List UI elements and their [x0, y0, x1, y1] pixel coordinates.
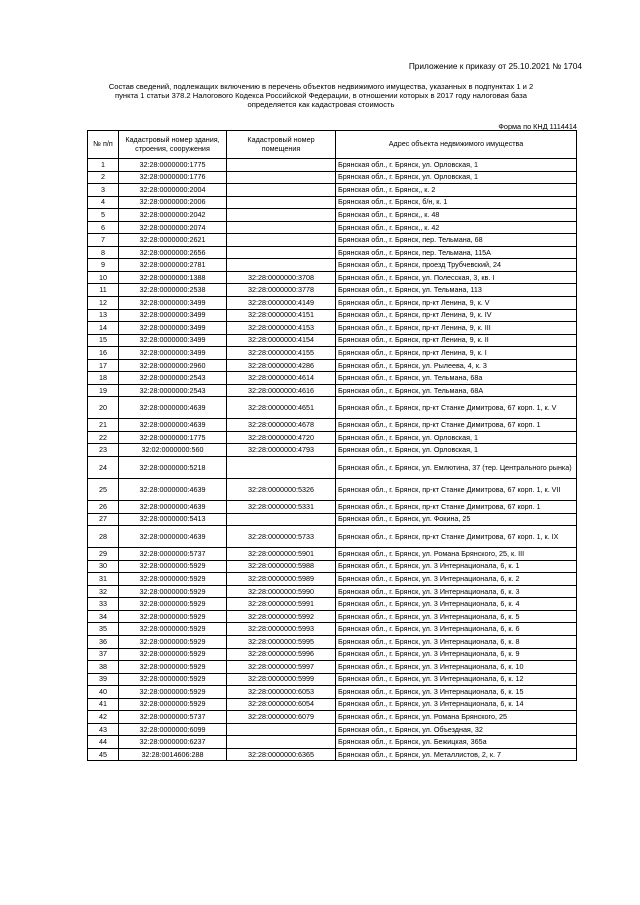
cell-number: 44	[88, 736, 119, 749]
cell-number: 35	[88, 623, 119, 636]
table-row	[88, 384, 577, 397]
cell-number: 12	[88, 297, 119, 310]
cell-room-cadastral	[227, 196, 336, 209]
cell-building-cadastral: 32:28:0000000:5929	[119, 573, 227, 586]
cell-address: Брянская обл., г. Брянск, ул. 3 Интернационала, 6, к. 9	[336, 648, 577, 661]
cell-building-cadastral: 32:28:0000000:4639	[119, 479, 227, 501]
cell-room-cadastral: 32:28:0000000:4286	[227, 359, 336, 372]
table-row	[88, 234, 577, 247]
cell-address: Брянская обл., г. Брянск, пр-кт Ленина, 9, к. III	[336, 322, 577, 335]
cell-address: Брянская обл., г. Брянск, ул. Бежицкая, 365а	[336, 736, 577, 749]
cell-number: 16	[88, 347, 119, 360]
cell-address: Брянская обл., г. Брянск, пр-кт Станке Димитрова, 67 корп. 1	[336, 419, 577, 432]
cell-room-cadastral: 32:28:0000000:5331	[227, 501, 336, 514]
cell-building-cadastral: 32:28:0000000:5929	[119, 585, 227, 598]
cell-number: 10	[88, 271, 119, 284]
cell-building-cadastral: 32:28:0000000:5929	[119, 635, 227, 648]
table-row	[88, 246, 577, 259]
cell-building-cadastral: 32:28:0000000:2656	[119, 246, 227, 259]
cell-room-cadastral: 32:28:0000000:5999	[227, 673, 336, 686]
cell-room-cadastral	[227, 221, 336, 234]
cell-room-cadastral	[227, 246, 336, 259]
cell-room-cadastral	[227, 723, 336, 736]
cell-building-cadastral: 32:02:0000000:560	[119, 444, 227, 457]
cell-building-cadastral: 32:28:0000000:5929	[119, 598, 227, 611]
cell-building-cadastral: 32:28:0000000:3499	[119, 347, 227, 360]
cell-building-cadastral: 32:28:0000000:3499	[119, 322, 227, 335]
cell-room-cadastral: 32:28:0000000:5995	[227, 635, 336, 648]
cell-building-cadastral: 32:28:0000000:1775	[119, 431, 227, 444]
cell-number: 34	[88, 610, 119, 623]
cell-building-cadastral: 32:28:0000000:4639	[119, 526, 227, 548]
cell-number: 45	[88, 748, 119, 761]
cell-number: 24	[88, 457, 119, 479]
cell-number: 43	[88, 723, 119, 736]
cell-room-cadastral: 32:28:0000000:5989	[227, 573, 336, 586]
cell-room-cadastral: 32:28:0000000:6365	[227, 748, 336, 761]
cell-address: Брянская обл., г. Брянск, ул. 3 Интернационала, 6, к. 15	[336, 686, 577, 699]
cell-address: Брянская обл., г. Брянск, ул. 3 Интернационала, 6, к. 5	[336, 610, 577, 623]
cell-address: Брянская обл., г. Брянск, пр-кт Ленина, 9, к. IV	[336, 309, 577, 322]
cell-address: Брянская обл., г. Брянск, пр-кт Ленина, 9, к. II	[336, 334, 577, 347]
cell-building-cadastral: 32:28:0000000:5929	[119, 673, 227, 686]
column-header-building-cadastral: Кадастровый номер здания, строения, сооружения	[119, 131, 227, 159]
cell-address: Брянская обл., г. Брянск, ул. 3 Интернационала, 6, к. 1	[336, 560, 577, 573]
table-row	[88, 673, 577, 686]
cell-address: Брянская обл., г. Брянск, ул. Романа Брянского, 25, к. III	[336, 548, 577, 561]
cell-address: Брянская обл., г. Брянск, ул. Орловская, 1	[336, 171, 577, 184]
cell-address: Брянская обл., г. Брянск, пр-кт Ленина, 9, к. V	[336, 297, 577, 310]
cell-address: Брянская обл., г. Брянск, ул. 3 Интернационала, 6, к. 4	[336, 598, 577, 611]
cell-number: 11	[88, 284, 119, 297]
cell-room-cadastral: 32:28:0000000:4154	[227, 334, 336, 347]
table-row	[88, 648, 577, 661]
cell-building-cadastral: 32:28:0000000:2006	[119, 196, 227, 209]
cell-number: 13	[88, 309, 119, 322]
cell-room-cadastral: 32:28:0000000:5991	[227, 598, 336, 611]
cell-number: 2	[88, 171, 119, 184]
cell-room-cadastral: 32:28:0000000:5901	[227, 548, 336, 561]
cell-address: Брянская обл., г. Брянск, ул. Емлютина, 37 (тер. Центрального рынка)	[336, 457, 577, 479]
cell-room-cadastral: 32:28:0000000:4616	[227, 384, 336, 397]
cell-building-cadastral: 32:28:0000000:4639	[119, 501, 227, 514]
table-row	[88, 736, 577, 749]
table-row	[88, 686, 577, 699]
cell-room-cadastral	[227, 259, 336, 272]
cell-building-cadastral: 32:28:0014606:288	[119, 748, 227, 761]
cell-number: 37	[88, 648, 119, 661]
cell-number: 9	[88, 259, 119, 272]
cell-number: 42	[88, 711, 119, 724]
cell-address: Брянская обл., г. Брянск, ул. 3 Интернационала, 6, к. 6	[336, 623, 577, 636]
cell-address: Брянская обл., г. Брянск, ул. Металлистов, 2, к. 7	[336, 748, 577, 761]
cell-building-cadastral: 32:28:0000000:2621	[119, 234, 227, 247]
cell-address: Брянская обл., г. Брянск, б/н, к. 1	[336, 196, 577, 209]
cell-building-cadastral: 32:28:0000000:2004	[119, 184, 227, 197]
cell-building-cadastral: 32:28:0000000:3499	[119, 297, 227, 310]
document-title: Состав сведений, подлежащих включению в перечень объектов недвижимого имущества, указанных в подпунктах 1 и 2 пункта 1 статьи 378.2 Налогового Кодекса Российской Федерации, в отношении которых в 2017 году налоговая база определяется как кадастровая стоимость	[108, 82, 534, 110]
cell-number: 22	[88, 431, 119, 444]
cell-address: Брянская обл., г. Брянск,, к. 48	[336, 209, 577, 222]
cell-address: Брянская обл., г. Брянск, ул. Тельмана, 113	[336, 284, 577, 297]
cell-room-cadastral: 32:28:0000000:3778	[227, 284, 336, 297]
cell-building-cadastral: 32:28:0000000:2781	[119, 259, 227, 272]
cell-building-cadastral: 32:28:0000000:3499	[119, 309, 227, 322]
cell-number: 8	[88, 246, 119, 259]
column-header-number: № п/п	[88, 131, 119, 159]
cell-number: 14	[88, 322, 119, 335]
cell-room-cadastral: 32:28:0000000:4651	[227, 397, 336, 419]
table-row	[88, 526, 577, 548]
table-row	[88, 560, 577, 573]
cell-building-cadastral: 32:28:0000000:5737	[119, 548, 227, 561]
cell-building-cadastral: 32:28:0000000:2960	[119, 359, 227, 372]
table-row	[88, 598, 577, 611]
cell-room-cadastral	[227, 457, 336, 479]
cell-address: Брянская обл., г. Брянск, ул. Орловская, 1	[336, 444, 577, 457]
cell-number: 41	[88, 698, 119, 711]
cell-number: 33	[88, 598, 119, 611]
table-header-row	[88, 131, 577, 159]
cell-number: 19	[88, 384, 119, 397]
cell-room-cadastral	[227, 234, 336, 247]
table-row	[88, 585, 577, 598]
cell-building-cadastral: 32:28:0000000:6099	[119, 723, 227, 736]
table-row	[88, 347, 577, 360]
cell-number: 30	[88, 560, 119, 573]
cell-number: 20	[88, 397, 119, 419]
cell-building-cadastral: 32:28:0000000:1775	[119, 159, 227, 172]
cell-room-cadastral: 32:28:0000000:5997	[227, 661, 336, 674]
table-row	[88, 698, 577, 711]
cell-room-cadastral: 32:28:0000000:5993	[227, 623, 336, 636]
cell-room-cadastral	[227, 184, 336, 197]
cell-number: 32	[88, 585, 119, 598]
cell-building-cadastral: 32:28:0000000:5929	[119, 610, 227, 623]
table-row	[88, 444, 577, 457]
cell-address: Брянская обл., г. Брянск, ул. Полесская, 3, кв. I	[336, 271, 577, 284]
cell-room-cadastral	[227, 209, 336, 222]
table-row	[88, 397, 577, 419]
cell-address: Брянская обл., г. Брянск, пр-кт Станке Димитрова, 67 корп. 1, к. V	[336, 397, 577, 419]
table-row	[88, 196, 577, 209]
cell-building-cadastral: 32:28:0000000:2538	[119, 284, 227, 297]
table-row	[88, 372, 577, 385]
table-row	[88, 171, 577, 184]
table-row	[88, 309, 577, 322]
cell-address: Брянская обл., г. Брянск, проезд Трубчевский, 24	[336, 259, 577, 272]
cell-address: Брянская обл., г. Брянск, ул. Фокина, 25	[336, 513, 577, 526]
cell-number: 29	[88, 548, 119, 561]
cell-building-cadastral: 32:28:0000000:2074	[119, 221, 227, 234]
cell-building-cadastral: 32:28:0000000:6237	[119, 736, 227, 749]
table-body	[88, 159, 577, 761]
table-row	[88, 661, 577, 674]
cell-building-cadastral: 32:28:0000000:5929	[119, 698, 227, 711]
cell-address: Брянская обл., г. Брянск, пр-кт Ленина, 9, к. I	[336, 347, 577, 360]
cell-room-cadastral: 32:28:0000000:4678	[227, 419, 336, 432]
table-row	[88, 159, 577, 172]
cell-room-cadastral: 32:28:0000000:4151	[227, 309, 336, 322]
cell-building-cadastral: 32:28:0000000:5929	[119, 686, 227, 699]
cell-number: 6	[88, 221, 119, 234]
cell-room-cadastral	[227, 171, 336, 184]
cell-room-cadastral: 32:28:0000000:4720	[227, 431, 336, 444]
cell-room-cadastral: 32:28:0000000:5990	[227, 585, 336, 598]
appendix-reference: Приложение к приказу от 25.10.2021 № 1704	[408, 61, 582, 71]
table-row	[88, 271, 577, 284]
cell-room-cadastral: 32:28:0000000:5733	[227, 526, 336, 548]
cell-address: Брянская обл., г. Брянск, ул. 3 Интернационала, 6, к. 12	[336, 673, 577, 686]
cell-address: Брянская обл., г. Брянск, ул. Тельмана, 68А	[336, 384, 577, 397]
cell-building-cadastral: 32:28:0000000:3499	[119, 334, 227, 347]
cell-address: Брянская обл., г. Брянск, ул. 3 Интернационала, 6, к. 3	[336, 585, 577, 598]
table-row	[88, 184, 577, 197]
cell-address: Брянская обл., г. Брянск, ул. 3 Интернационала, 6, к. 2	[336, 573, 577, 586]
table-row	[88, 221, 577, 234]
cell-address: Брянская обл., г. Брянск, ул. Тельмана, 68а	[336, 372, 577, 385]
cell-number: 7	[88, 234, 119, 247]
table-row	[88, 334, 577, 347]
cell-building-cadastral: 32:28:0000000:5929	[119, 623, 227, 636]
cell-number: 40	[88, 686, 119, 699]
cell-address: Брянская обл., г. Брянск,, к. 2	[336, 184, 577, 197]
cell-building-cadastral: 32:28:0000000:5218	[119, 457, 227, 479]
table-row	[88, 479, 577, 501]
cell-room-cadastral: 32:28:0000000:3708	[227, 271, 336, 284]
cell-building-cadastral: 32:28:0000000:5737	[119, 711, 227, 724]
table-row	[88, 209, 577, 222]
cell-address: Брянская обл., г. Брянск, пр-кт Станке Димитрова, 67 корп. 1	[336, 501, 577, 514]
cell-number: 25	[88, 479, 119, 501]
table-row	[88, 297, 577, 310]
table-row	[88, 284, 577, 297]
table-row	[88, 623, 577, 636]
cell-number: 18	[88, 372, 119, 385]
cell-building-cadastral: 32:28:0000000:1388	[119, 271, 227, 284]
table-row	[88, 610, 577, 623]
cell-address: Брянская обл., г. Брянск, пр-кт Станке Димитрова, 67 корп. 1, к. IX	[336, 526, 577, 548]
table-row	[88, 501, 577, 514]
cell-room-cadastral: 32:28:0000000:5326	[227, 479, 336, 501]
cell-room-cadastral: 32:28:0000000:6053	[227, 686, 336, 699]
property-table	[87, 130, 577, 761]
table-row	[88, 573, 577, 586]
cell-room-cadastral	[227, 736, 336, 749]
cell-room-cadastral: 32:28:0000000:4155	[227, 347, 336, 360]
table-row	[88, 723, 577, 736]
cell-room-cadastral: 32:28:0000000:6079	[227, 711, 336, 724]
cell-building-cadastral: 32:28:0000000:2543	[119, 372, 227, 385]
cell-number: 27	[88, 513, 119, 526]
table-row	[88, 359, 577, 372]
table-row	[88, 748, 577, 761]
table-row	[88, 419, 577, 432]
cell-number: 17	[88, 359, 119, 372]
table-row	[88, 635, 577, 648]
cell-building-cadastral: 32:28:0000000:5929	[119, 560, 227, 573]
cell-building-cadastral: 32:28:0000000:2042	[119, 209, 227, 222]
table-row	[88, 322, 577, 335]
cell-room-cadastral: 32:28:0000000:5996	[227, 648, 336, 661]
cell-building-cadastral: 32:28:0000000:1776	[119, 171, 227, 184]
cell-address: Брянская обл., г. Брянск, ул. Романа Брянского, 25	[336, 711, 577, 724]
form-code: Форма по КНД 1114414	[498, 122, 577, 131]
cell-room-cadastral: 32:28:0000000:5992	[227, 610, 336, 623]
cell-address: Брянская обл., г. Брянск, пер. Тельмана, 68	[336, 234, 577, 247]
cell-address: Брянская обл., г. Брянск, ул. Объездная, 32	[336, 723, 577, 736]
table-row	[88, 711, 577, 724]
cell-building-cadastral: 32:28:0000000:5929	[119, 661, 227, 674]
cell-room-cadastral: 32:28:0000000:5988	[227, 560, 336, 573]
cell-room-cadastral: 32:28:0000000:4793	[227, 444, 336, 457]
cell-address: Брянская обл., г. Брянск, ул. Рылеева, 4, к. 3	[336, 359, 577, 372]
cell-building-cadastral: 32:28:0000000:4639	[119, 419, 227, 432]
cell-building-cadastral: 32:28:0000000:5929	[119, 648, 227, 661]
cell-building-cadastral: 32:28:0000000:5413	[119, 513, 227, 526]
table-row	[88, 548, 577, 561]
cell-number: 38	[88, 661, 119, 674]
cell-number: 23	[88, 444, 119, 457]
cell-number: 3	[88, 184, 119, 197]
cell-address: Брянская обл., г. Брянск, ул. Орловская, 1	[336, 431, 577, 444]
cell-number: 26	[88, 501, 119, 514]
cell-address: Брянская обл., г. Брянск, пр-кт Станке Димитрова, 67 корп. 1, к. VII	[336, 479, 577, 501]
cell-address: Брянская обл., г. Брянск, ул. 3 Интернационала, 6, к. 8	[336, 635, 577, 648]
table-row	[88, 259, 577, 272]
cell-building-cadastral: 32:28:0000000:4639	[119, 397, 227, 419]
column-header-room-cadastral: Кадастровый номер помещения	[227, 131, 336, 159]
cell-room-cadastral: 32:28:0000000:4149	[227, 297, 336, 310]
cell-room-cadastral: 32:28:0000000:6054	[227, 698, 336, 711]
table-row	[88, 457, 577, 479]
cell-address: Брянская обл., г. Брянск, ул. Орловская, 1	[336, 159, 577, 172]
cell-address: Брянская обл., г. Брянск, ул. 3 Интернационала, 6, к. 10	[336, 661, 577, 674]
cell-room-cadastral	[227, 159, 336, 172]
cell-number: 21	[88, 419, 119, 432]
cell-address: Брянская обл., г. Брянск, ул. 3 Интернационала, 6, к. 14	[336, 698, 577, 711]
cell-number: 31	[88, 573, 119, 586]
cell-number: 1	[88, 159, 119, 172]
cell-building-cadastral: 32:28:0000000:2543	[119, 384, 227, 397]
table-row	[88, 431, 577, 444]
cell-number: 4	[88, 196, 119, 209]
cell-number: 36	[88, 635, 119, 648]
cell-room-cadastral	[227, 513, 336, 526]
cell-number: 28	[88, 526, 119, 548]
cell-number: 5	[88, 209, 119, 222]
cell-room-cadastral: 32:28:0000000:4153	[227, 322, 336, 335]
column-header-address: Адрес объекта недвижимого имущества	[336, 131, 577, 159]
cell-number: 39	[88, 673, 119, 686]
cell-address: Брянская обл., г. Брянск,, к. 42	[336, 221, 577, 234]
cell-room-cadastral: 32:28:0000000:4614	[227, 372, 336, 385]
table-row	[88, 513, 577, 526]
cell-number: 15	[88, 334, 119, 347]
cell-address: Брянская обл., г. Брянск, пер. Тельмана, 115А	[336, 246, 577, 259]
